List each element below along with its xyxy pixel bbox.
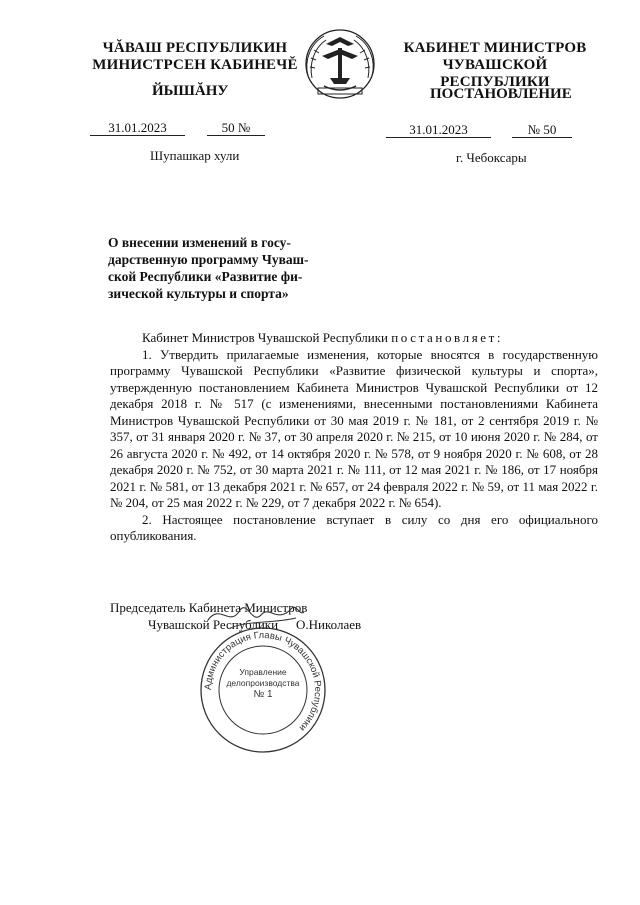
- stamp-center: [198, 667, 328, 700]
- signer-position-line1: Председатель Кабинета Министров: [110, 600, 308, 615]
- title-line3: ской Республики «Развитие фи-: [108, 269, 303, 284]
- chuvash-emblem-icon: [300, 26, 380, 101]
- lead-paragraph: [110, 330, 598, 347]
- header-left-line2: МИНИСТРСЕН КАБИНЕЧĔ: [92, 57, 298, 73]
- official-stamp: [198, 625, 328, 755]
- title-line4: зической культуры и спорта»: [108, 286, 289, 301]
- document-body: [110, 330, 598, 545]
- right-number-field: № 50: [512, 122, 572, 138]
- header-right-line2: ЧУВАШСКОЙ РЕСПУБЛИКИ: [440, 57, 550, 90]
- lead-spaced-text: постановляет:: [391, 330, 504, 345]
- stamp-center-line2: делопроизводства: [226, 678, 300, 688]
- left-city: Шупашкар хули: [150, 148, 240, 163]
- title-line2: дарственную программу Чуваш-: [108, 252, 309, 267]
- header-right: [390, 40, 600, 91]
- stamp-ring-text: Администрация Главы Чувашской Республики: [202, 629, 324, 734]
- left-number-field: 50 №: [207, 120, 265, 136]
- signer-name: О.Николаев: [296, 617, 362, 632]
- paragraph-2: 2. Настоящее постановление вступает в силу со дня его официального опубликования.: [110, 511, 598, 543]
- title-line1: О внесении изменений в госу-: [108, 235, 291, 250]
- document-title: [108, 234, 338, 302]
- right-city: г. Чебоксары: [456, 150, 527, 165]
- header-right-line1: КАБИНЕТ МИНИСТРОВ: [403, 40, 587, 56]
- header-right-doc-type: ПОСТАНОВЛЕНИЕ: [430, 86, 572, 102]
- signer-position-line2: Чувашской Республики: [148, 617, 279, 632]
- header-left: [80, 40, 310, 74]
- header-left-doc-type: ЙЫШĂНУ: [152, 83, 229, 99]
- stamp-center-line3: № 1: [253, 689, 273, 700]
- paragraph-1: 1. Утвердить прилагаемые изменения, которые вносятся в государственную программу Чувашской Республики «Развитие физической культуры и спорта», утвержденную постановлением Кабинета Министров Чувашской Республики от 12 декабря 2018 г. № 517 (с изменениями, внесенными постановлениями Кабинета Министров Чувашской Республики от 30 мая 2019 г. № 181, от 2 сентября 2019 г. № 357, от 31 января 2020 г. № 37, от 30 апреля 2020 г. № 215, от 10 июня 2020 г. № 284, от 26 августа 2020 г. № 492, от 14 октября 2020 г. № 578, от 9 ноября 2020 г. № 608, от 28 декабря 2020 г. № 752, от 30 марта 2021 г. № 111, от 12 мая 2021 г. № 186, от 17 ноября 2021 г. № 581, от 13 декабря 2021 г. № 657, от 24 февраля 2022 г. № 59, от 11 мая 2022 г. № 204, от 25 мая 2022 г. № 229, от 7 декабря 2022 г. № 654).: [110, 346, 598, 510]
- right-date-field: 31.01.2023: [386, 122, 491, 138]
- stamp-center-line1: Управление: [239, 667, 287, 677]
- lead-text: Кабинет Министров Чувашской Республики: [142, 330, 388, 345]
- left-date-field: 31.01.2023: [90, 120, 185, 136]
- header-left-line1: ЧĂВАШ РЕСПУБЛИКИН: [102, 40, 288, 56]
